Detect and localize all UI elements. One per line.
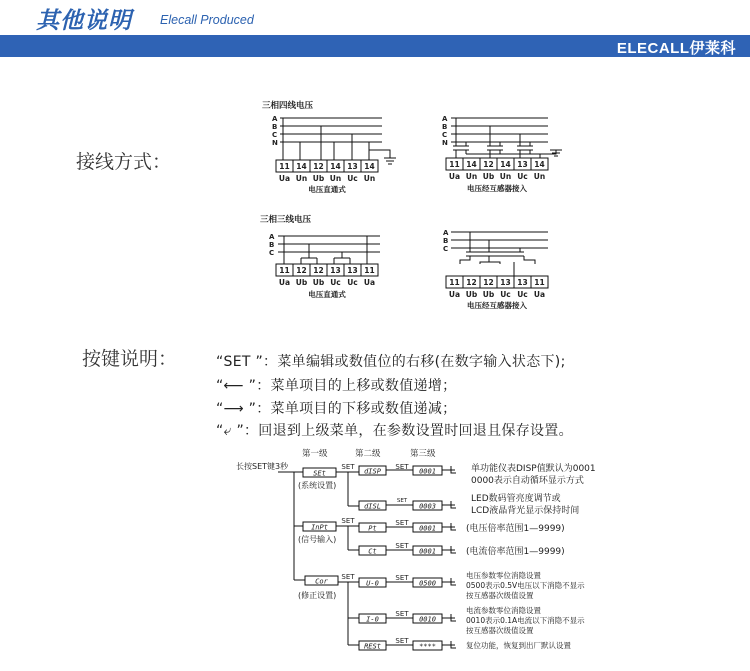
set-label: SET xyxy=(341,517,355,525)
section-title: 其他说明 xyxy=(36,8,132,34)
terminal-number: 12 xyxy=(483,278,494,287)
terminal-number: 13 xyxy=(517,278,528,287)
terminal-number: 13 xyxy=(347,266,358,275)
terminal-number: 13 xyxy=(330,266,341,275)
line-label: B xyxy=(442,123,448,131)
set-label: SET xyxy=(395,519,409,527)
terminal-number: 14 xyxy=(296,162,307,171)
terminal-number: 13 xyxy=(347,162,358,171)
diagram-3w-title: 三相三线电压 xyxy=(260,215,312,225)
line-label: C xyxy=(443,245,449,253)
menu-name: (修正设置) xyxy=(298,591,337,600)
menu-note: 电压参数零位消隐设置 xyxy=(466,571,541,580)
brand-logo: ELECALL伊莱科 xyxy=(616,40,736,57)
line-label: A xyxy=(443,229,449,237)
terminal-name: Un xyxy=(533,172,546,181)
terminal-name: Uc xyxy=(347,278,358,287)
terminal-number: 12 xyxy=(483,160,494,169)
level-header: 第二级 xyxy=(355,449,381,459)
menu-code: Ct xyxy=(368,547,377,556)
set-label: SET xyxy=(395,637,409,645)
section-subtitle: Elecall Produced xyxy=(160,13,254,27)
menu-code: dISL xyxy=(364,502,381,511)
level-header: 第一级 xyxy=(302,449,328,459)
menu-note: 按互感器次级值设置 xyxy=(466,591,534,600)
menu-note: LCD液晶背光显示保持时间 xyxy=(471,506,580,516)
terminal-number: 12 xyxy=(296,266,307,275)
menu-code: U-0 xyxy=(366,579,379,588)
menu-note: 复位功能，恢复到出厂默认设置 xyxy=(466,641,571,650)
menu-note: 单功能仪表DISP值默认为0001 xyxy=(471,464,596,474)
menu-name: (系统设置) xyxy=(298,481,337,490)
terminal-name: Un xyxy=(295,174,308,183)
terminal-name: Ua xyxy=(448,172,461,181)
menu-note: LED数码管亮度调节或 xyxy=(471,494,561,504)
keys-label: 按键说明： xyxy=(82,348,178,370)
wiring-label: 接线方式： xyxy=(76,151,172,173)
terminal-name: Uc xyxy=(330,278,341,287)
line-label: B xyxy=(272,123,278,131)
terminal-number: 13 xyxy=(517,160,528,169)
diagram-caption: 电压经互感器接入 xyxy=(467,301,527,310)
terminal-name: Ua xyxy=(278,174,291,183)
terminal-name: Uc xyxy=(500,290,511,299)
menu-value: **** xyxy=(419,642,436,651)
key-return-desc: “⤶ ”：回退到上级菜单，在参数设置时回退且保存设置。 xyxy=(216,423,573,439)
terminal-name: Ua xyxy=(278,278,291,287)
terminal-number: 14 xyxy=(364,162,375,171)
terminal-name: Ub xyxy=(312,174,325,183)
line-label: N xyxy=(442,139,448,147)
terminal-name: Ub xyxy=(482,172,495,181)
menu-note: (电流倍率范围1—9999) xyxy=(466,547,565,557)
menu-note: 0010表示0.1A电流以下消隐不显示 xyxy=(466,616,585,625)
menu-code: RESt xyxy=(364,642,381,651)
terminal-number: 13 xyxy=(500,278,511,287)
terminal-number: 11 xyxy=(364,266,375,275)
terminal-number: 12 xyxy=(313,266,324,275)
key-set-desc: “SET ”：菜单编辑或数值位的右移(在数字输入状态下); xyxy=(216,354,566,370)
entry-instruction: 长按SET键3秒 xyxy=(236,462,289,471)
set-label: SET xyxy=(395,574,409,582)
menu-code: Cor xyxy=(315,577,328,586)
menu-name: (信号输入) xyxy=(298,535,337,544)
terminal-name: Ub xyxy=(312,278,325,287)
menu-note: 0500表示0.5V电压以下消隐不显示 xyxy=(466,581,585,590)
line-label: A xyxy=(269,233,275,241)
terminal-name: Uc xyxy=(347,174,358,183)
menu-code: SEt xyxy=(313,469,326,478)
terminal-number: 11 xyxy=(449,278,460,287)
set-label: SET xyxy=(396,498,408,504)
terminal-number: 14 xyxy=(466,160,477,169)
terminal-name: Uc xyxy=(517,290,528,299)
key-left-desc: “⟵ ”：菜单项目的上移或数值递增； xyxy=(216,378,457,394)
menu-code: InPt xyxy=(311,523,328,532)
terminal-name: Ub xyxy=(482,290,495,299)
menu-code: Pt xyxy=(368,524,377,533)
menu-code: dISP xyxy=(364,467,381,476)
diagram-caption: 电压经互感器接入 xyxy=(467,184,527,193)
line-label: B xyxy=(443,237,449,245)
line-label: C xyxy=(269,249,275,257)
terminal-number: 11 xyxy=(449,160,460,169)
terminal-name: Un xyxy=(499,172,512,181)
line-label: A xyxy=(272,115,278,123)
terminal-name: Ua xyxy=(533,290,546,299)
set-label: SET xyxy=(395,463,409,471)
menu-value: 0001 xyxy=(419,547,436,556)
diagram-caption: 电压直通式 xyxy=(308,290,346,299)
menu-value: 0500 xyxy=(419,579,436,588)
set-label: SET xyxy=(395,542,409,550)
line-label: C xyxy=(442,131,448,139)
terminal-number: 12 xyxy=(466,278,477,287)
line-label: B xyxy=(269,241,275,249)
terminal-name: Ua xyxy=(363,278,376,287)
terminal-name: Uc xyxy=(517,172,528,181)
terminal-number: 14 xyxy=(330,162,341,171)
set-label: SET xyxy=(341,573,355,581)
terminal-number: 12 xyxy=(313,162,324,171)
terminal-number: 14 xyxy=(500,160,511,169)
terminal-number: 11 xyxy=(279,162,290,171)
menu-note: 电流参数零位消隐设置 xyxy=(466,606,541,615)
set-label: SET xyxy=(341,463,355,471)
menu-value: 0010 xyxy=(419,615,436,624)
terminal-name: Ub xyxy=(295,278,308,287)
terminal-number: 11 xyxy=(534,278,545,287)
key-right-desc: “⟶ ”：菜单项目的下移或数值递减； xyxy=(216,401,457,417)
terminal-number: 14 xyxy=(534,160,545,169)
line-label: C xyxy=(272,131,278,139)
terminal-name: Un xyxy=(465,172,478,181)
menu-note: 0000表示自动循环显示方式 xyxy=(471,476,584,486)
menu-value: 0001 xyxy=(419,524,436,533)
terminal-number: 11 xyxy=(279,266,290,275)
diagram-4w-title: 三相四线电压 xyxy=(262,101,314,111)
level-header: 第三级 xyxy=(410,449,436,459)
terminal-name: Ub xyxy=(465,290,478,299)
set-label: SET xyxy=(395,610,409,618)
terminal-name: Un xyxy=(363,174,376,183)
menu-note: 按互感器次级值设置 xyxy=(466,626,534,635)
wiring-diagram-3w-transformer xyxy=(446,232,548,288)
menu-code: I-0 xyxy=(366,615,379,624)
line-label: N xyxy=(272,139,278,147)
menu-value: 0003 xyxy=(419,502,436,511)
terminal-name: Un xyxy=(329,174,342,183)
menu-note: (电压倍率范围1—9999) xyxy=(466,524,565,534)
terminal-name: Ua xyxy=(448,290,461,299)
line-label: A xyxy=(442,115,448,123)
diagram-caption: 电压直通式 xyxy=(308,185,346,194)
menu-value: 0001 xyxy=(419,467,436,476)
